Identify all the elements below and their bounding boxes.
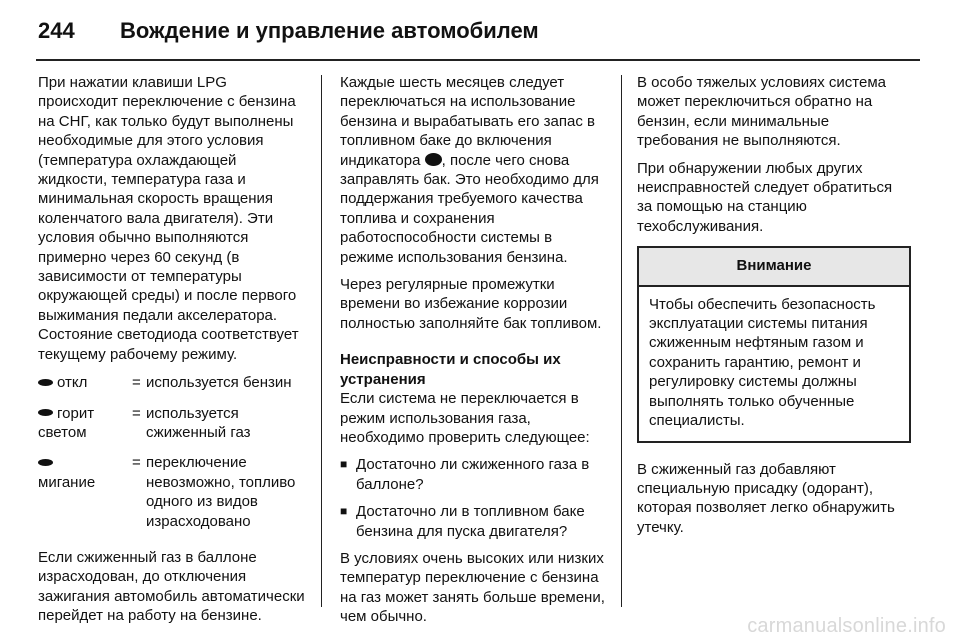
column-2 <box>340 73 606 627</box>
lpg-state-label: горит светом <box>38 404 95 441</box>
troubleshooting-paragraph: Если система не переключается в режим использования газа, необходимо проверить следующее: <box>340 390 590 446</box>
lpg-state-cell <box>38 373 132 392</box>
lpg-state-description: используется сжиженный газ <box>146 404 251 441</box>
fuel-indicator-icon <box>425 153 442 166</box>
lpg-status-row <box>38 373 306 392</box>
lpg-state-description: переключение невозможно, топливо одного из видов израсходовано <box>146 454 296 530</box>
refill-paragraph: Через регулярные промежутки времени во избежание коррозии полностью заполняйте бак топливом. <box>340 276 602 332</box>
temperature-paragraph: В условиях очень высоких или низких температур переключение с бензина на газ может занять больше времени, чем обычно. <box>340 549 605 626</box>
square-bullet-icon: ■ <box>340 504 348 519</box>
lpg-state-cell <box>38 404 132 443</box>
after-table-paragraph: Если сжиженный газ в баллоне израсходован, до отключения зажигания автомобиль автоматически перейдет на работу на бензине. <box>38 548 305 625</box>
lpg-status-row <box>38 453 306 531</box>
led-indicator-icon <box>38 409 53 416</box>
header-rule <box>36 59 920 61</box>
maintenance-paragraph <box>340 73 606 267</box>
led-indicator-icon <box>38 459 53 466</box>
lpg-status-table <box>38 373 306 531</box>
intro-paragraph: При нажатии клавиши LPG происходит переключение с бензина на СНГ, как только будут выполнены необходимые для этого условия (температура охлаждающей жидкости, температура газа и минимальная скорость вращения коленчатого вала двигателя). Эти условия обычно выполняются примерно через 60 секунд (в зависимости от температуры окружающей среды) и после первого выжимания педали акселератора. Состояние светодиода соответствует текущему рабочему режиму. <box>38 74 299 363</box>
lpg-state-label: мигание <box>38 473 96 491</box>
lpg-state-label: откл <box>57 374 88 392</box>
list-item-text: Достаточно ли сжиженного газа в баллоне? <box>356 456 590 493</box>
checklist <box>340 455 606 541</box>
lpg-status-row <box>38 404 306 443</box>
equals-sign: = <box>132 374 141 392</box>
column-separator-1 <box>321 75 322 607</box>
led-indicator-icon <box>38 379 53 386</box>
equals-sign: = <box>132 454 141 472</box>
equals-sign: = <box>132 404 141 422</box>
fallback-paragraph: В особо тяжелых условиях система может переключиться обратно на бензин, если минимальные требования не выполняются. <box>637 74 887 150</box>
lpg-state-description: используется бензин <box>146 374 292 392</box>
list-item-text: Достаточно ли в топливном баке бензина для пуска двигателя? <box>356 503 585 540</box>
warning-box <box>637 246 911 442</box>
page-title: Вождение и управление автомобилем <box>120 18 539 43</box>
watermark: carmanualsonline.info <box>747 615 946 637</box>
service-paragraph: При обнаружении любых других неисправностей следует обратиться за помощью на станцию техобслуживания. <box>637 159 893 235</box>
list-item <box>340 455 606 494</box>
lpg-state-cell <box>38 453 132 492</box>
warning-title: Внимание <box>639 248 909 286</box>
column-1 <box>38 73 306 626</box>
list-item <box>340 502 606 541</box>
maintenance-text-start: Каждые шесть месяцев следует переключаться на использование бензина и вырабатывать его запас в топливном баке до включения индикатора <box>340 74 595 169</box>
warning-body: Чтобы обеспечить безопасность эксплуатации системы питания сжиженным нефтяным газом и сохранить гарантию, ремонт и регулировку системы должны выполнять только обученные специалисты. <box>649 295 876 430</box>
maintenance-text-end: , после чего снова заправлять бак. Это необходимо для поддержания требуемого качества топлива и сохранения работоспособности системы в режиме использования бензина. <box>340 151 599 266</box>
page-number: 244 <box>38 18 75 43</box>
section-heading: Неисправности и способы их устранения <box>340 351 561 388</box>
column-separator-2 <box>621 75 622 607</box>
column-3 <box>637 73 911 537</box>
odorant-paragraph: В сжиженный газ добавляют специальную присадку (одорант), которая позволяет легко обнаружить утечку. <box>637 460 895 536</box>
square-bullet-icon: ■ <box>340 457 348 472</box>
